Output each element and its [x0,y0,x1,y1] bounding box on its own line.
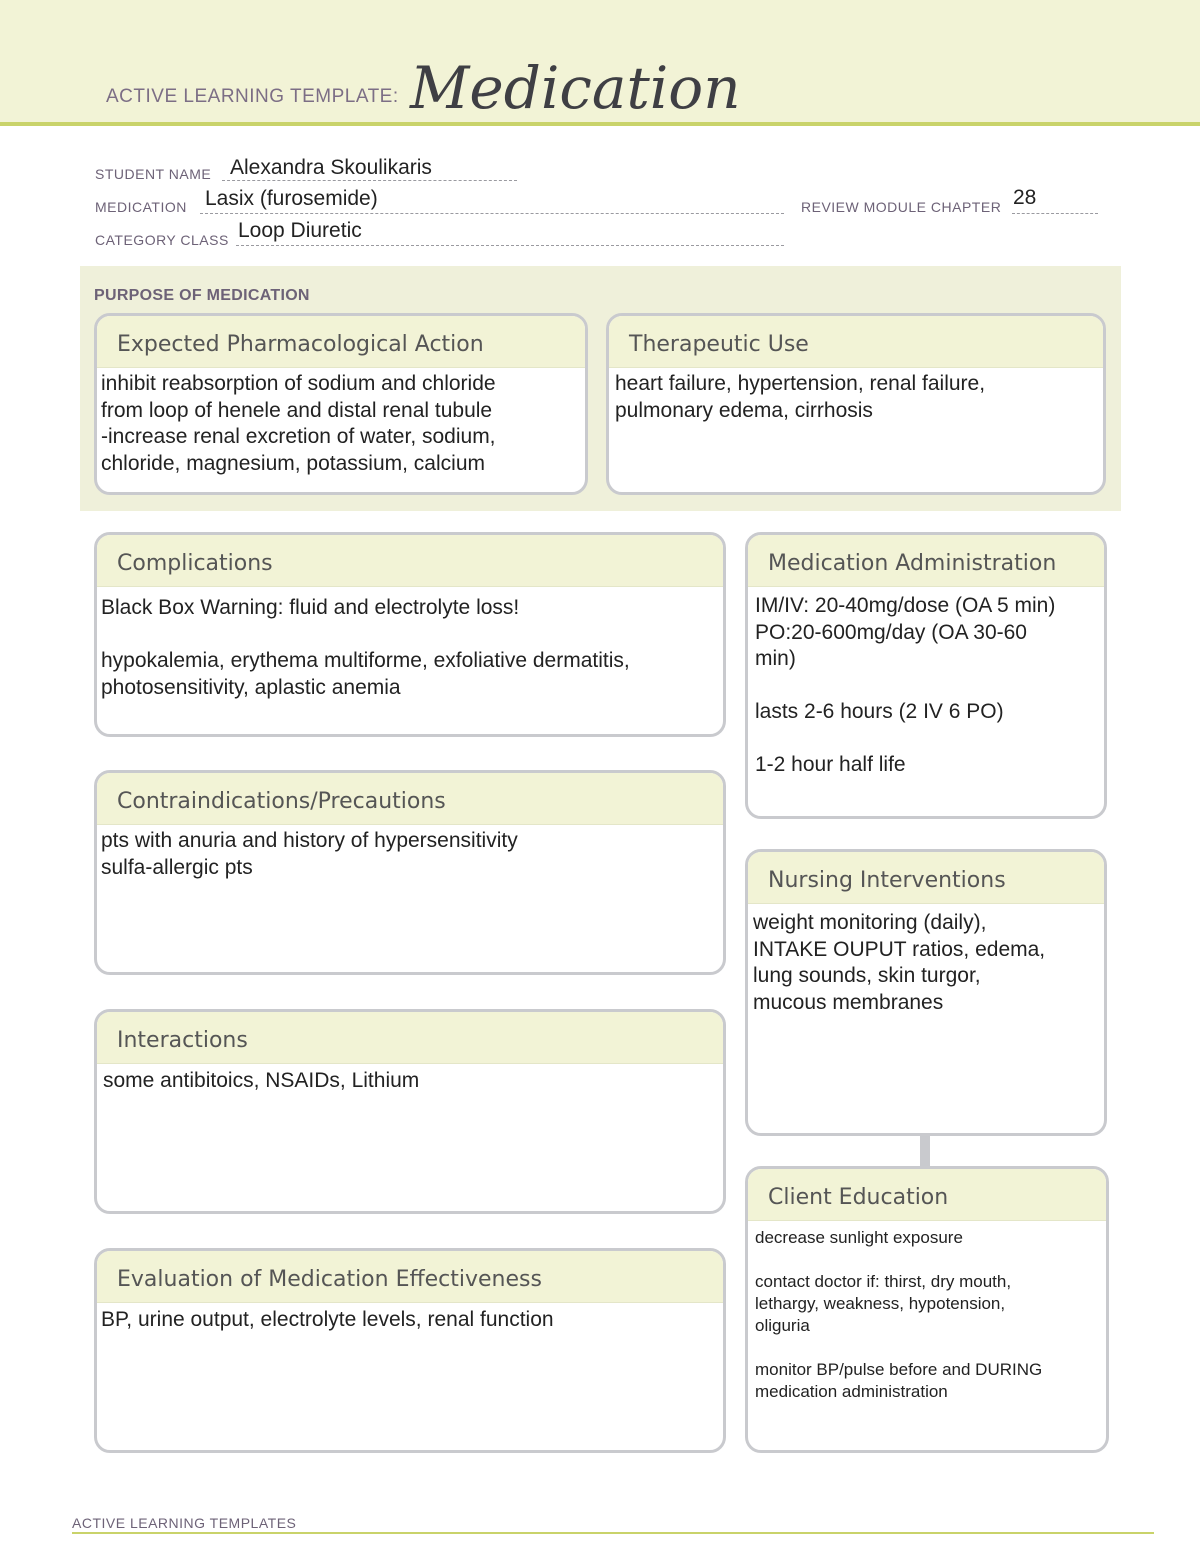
template-label: ACTIVE LEARNING TEMPLATE: [106,86,399,107]
therapeutic-use-body[interactable]: heart failure, hypertension, renal failure, pulmonary edema, cirrhosis [615,372,986,422]
administration-box [745,532,1107,819]
review-module-line [1012,213,1098,214]
review-module-field[interactable]: 28 [1013,186,1037,209]
purpose-label: PURPOSE OF MEDICATION [94,287,310,304]
page-title: Medication [410,54,741,122]
interactions-box [94,1009,726,1214]
expected-action-title: Expected Pharmacological Action [97,316,585,368]
administration-body[interactable]: IM/IV: 20-40mg/dose (OA 5 min) PO:20-600mg/day (OA 30-60 min) lasts 2-6 hours (2 IV 6 PO) 1-2 hour half life [755,594,1056,776]
contraindications-box [94,770,726,975]
client-education-body[interactable]: decrease sunlight exposure contact doctor if: thirst, dry mouth, lethargy, weakness, hypotension, oliguria monitor BP/pulse before and DURING medication administration [755,1228,1043,1401]
contraindications-title: Contraindications/Precautions [97,773,723,825]
interactions-body[interactable]: some antibitoics, NSAIDs, Lithium [103,1069,420,1092]
category-class-line [236,245,784,246]
student-name-line [222,180,517,181]
nursing-box [745,849,1107,1136]
interactions-title: Interactions [97,1012,723,1064]
administration-title: Medication Administration [748,535,1104,587]
therapeutic-use-title: Therapeutic Use [609,316,1103,368]
evaluation-box [94,1248,726,1453]
category-class-field[interactable]: Loop Diuretic [238,219,362,242]
client-education-title: Client Education [748,1169,1106,1221]
evaluation-body[interactable]: BP, urine output, electrolyte levels, renal function [101,1308,554,1331]
footer-rule [72,1532,1154,1534]
box-connector [920,1133,930,1167]
medication-field[interactable]: Lasix (furosemide) [205,187,378,210]
evaluation-title: Evaluation of Medication Effectiveness [97,1251,723,1303]
nursing-title: Nursing Interventions [748,852,1104,904]
footer-label: ACTIVE LEARNING TEMPLATES [72,1515,297,1531]
review-module-label: REVIEW MODULE CHAPTER [801,199,1002,215]
complications-body[interactable]: Black Box Warning: fluid and electrolyte loss! hypokalemia, erythema multiforme, exfoliative dermatitis, photosensitivity, aplastic anemia [101,596,630,699]
expected-action-box [94,313,588,495]
category-class-label: CATEGORY CLASS [95,232,229,248]
therapeutic-use-box [606,313,1106,495]
header-rule [0,122,1200,126]
nursing-body[interactable]: weight monitoring (daily), INTAKE OUPUT ratios, edema, lung sounds, skin turgor, mucous membranes [753,911,1046,1014]
student-name-label: STUDENT NAME [95,166,212,182]
contraindications-body[interactable]: pts with anuria and history of hypersensitivity sulfa-allergic pts [101,829,518,879]
medication-label: MEDICATION [95,199,187,215]
medication-line [200,213,784,214]
client-education-box [745,1166,1109,1453]
expected-action-body[interactable]: inhibit reabsorption of sodium and chloride from loop of henele and distal renal tubule -increase renal excretion of water, sodium, chloride, magnesium, potassium, calcium [101,372,496,475]
student-name-field[interactable]: Alexandra Skoulikaris [230,156,432,179]
complications-title: Complications [97,535,723,587]
complications-box [94,532,726,737]
